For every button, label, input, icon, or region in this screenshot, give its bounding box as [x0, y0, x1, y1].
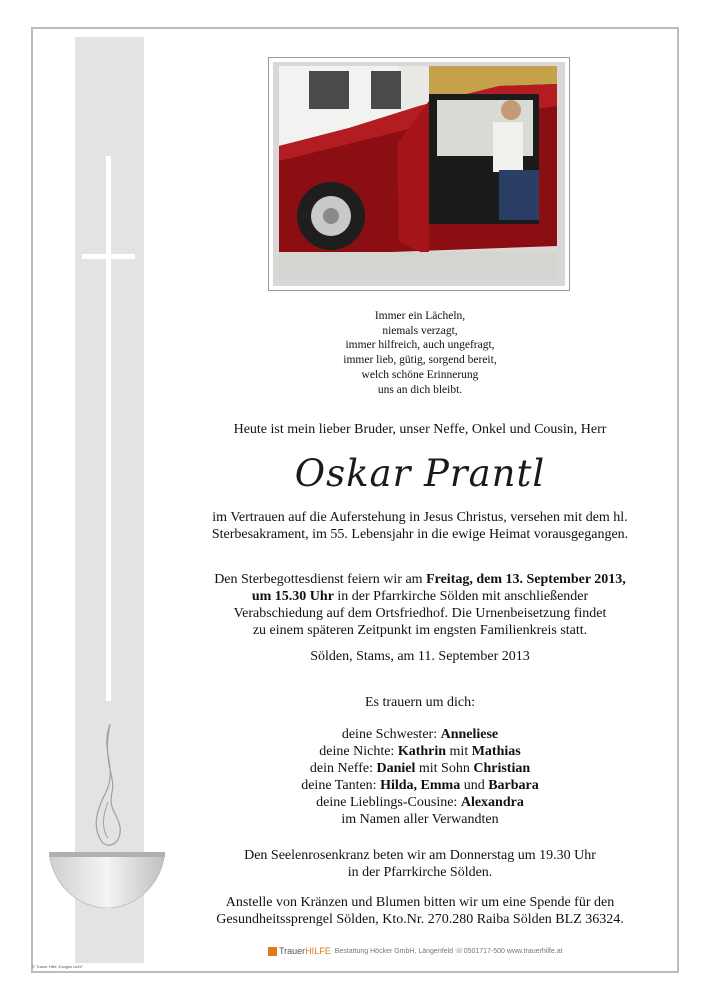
service-line: zu einem späteren Zeitpunkt im engsten Familienkreis statt.: [252, 623, 588, 638]
mourner-name: Christian: [473, 761, 531, 776]
mourner-row: [160, 743, 680, 760]
passing-line: im Vertrauen auf die Auferstehung in Jesus Christus, versehen mit dem hl.: [212, 510, 628, 525]
poem-line: immer lieb, gütig, sorgend bereit,: [343, 354, 497, 367]
copyright-note: © Trauer Hilfe „Ewiges Licht": [32, 964, 84, 969]
rosary-line: in der Pfarrkirche Sölden.: [347, 865, 493, 880]
portrait-photo-frame: [268, 57, 570, 291]
donation-line: Gesundheitssprengel Sölden, Kto.Nr. 270.280 Raiba Sölden BLZ 36324.: [216, 912, 624, 927]
poem-line: Immer ein Lächeln,: [374, 310, 466, 322]
footer: [268, 946, 588, 962]
mourner-name: Anneliese: [440, 727, 499, 742]
mourner-name: Kathrin: [397, 744, 447, 759]
mourner-name: Mathias: [471, 744, 521, 759]
logo-text-hilfe: HILFE: [305, 946, 331, 956]
donation-line: Anstelle von Kränzen und Blumen bitten wir um eine Spende für den: [225, 895, 615, 910]
poem-line: niemals verzagt,: [382, 324, 458, 337]
mourner-label: deine Tanten:: [301, 778, 381, 793]
mourner-name: Hilda, Emma: [380, 778, 461, 793]
portrait-photo: [279, 66, 557, 280]
flame-icon: [88, 722, 128, 850]
service-place: in der Pfarrkirche Sölden mit anschließender: [333, 589, 589, 604]
mourner-label: dein Neffe:: [309, 761, 377, 776]
mourner-name: Barbara: [488, 778, 539, 793]
donation-text: [160, 894, 680, 928]
mourner-conj: mit Sohn: [415, 761, 474, 776]
mourner-name: Daniel: [376, 761, 416, 776]
service-text: [160, 571, 680, 639]
mourner-conj: mit: [446, 744, 472, 759]
mourner-row: [160, 760, 680, 777]
mourner-conj: und: [460, 778, 489, 793]
intro-text: Heute ist mein lieber Bruder, unser Neffe, Onkel und Cousin, Herr: [233, 422, 607, 437]
place-date: Sölden, Stams, am 11. September 2013: [310, 649, 530, 664]
mourner-label: deine Schwester:: [341, 727, 441, 742]
poem-line: immer hilfreich, auch ungefragt,: [345, 339, 495, 352]
rosary-line: Den Seelenrosenkranz beten wir am Donnerstag um 19.30 Uhr: [244, 848, 596, 863]
cross-bar: [82, 254, 135, 259]
mourner-label: deine Lieblings-Cousine:: [316, 795, 461, 810]
passing-text: [160, 509, 680, 543]
mourner-name: Alexandra: [460, 795, 524, 810]
rosary-text: [160, 847, 680, 881]
poem-line: uns an dich bleibt.: [377, 383, 463, 396]
mourners-heading: Es trauern um dich:: [364, 695, 476, 710]
logo-text-trauer: Trauer: [279, 946, 306, 956]
cross-icon: [106, 156, 111, 701]
service-line: Verabschiedung auf dem Ortsfriedhof. Die Urnenbeisetzung findet: [233, 606, 607, 621]
mourner-row: [160, 794, 680, 811]
service-line: [160, 571, 680, 588]
service-intro: Den Sterbegottesdienst feiern wir am: [214, 572, 427, 587]
memorial-poem: [270, 309, 570, 397]
footer-logo: [279, 946, 331, 956]
trauerhilfe-logo-icon: [268, 947, 277, 956]
service-line: [160, 588, 680, 605]
mourners-list: [160, 726, 680, 828]
mourner-label: deine Nichte:: [319, 744, 398, 759]
footer-contact: Bestattung Höcker GmbH, Längenfeld ☏0501717-500 www.trauerhilfe.at: [334, 948, 563, 955]
candle-bowl-icon: [49, 852, 165, 908]
service-date: Freitag, dem 13. September 2013,: [426, 572, 626, 587]
mourner-row: im Namen aller Verwandten: [341, 812, 499, 827]
service-time: um 15.30 Uhr: [251, 589, 334, 604]
poem-line: welch schöne Erinnerung: [361, 368, 479, 381]
deceased-name: Oskar Prantl: [294, 452, 546, 495]
mourner-row: [160, 777, 680, 794]
mourner-row: [160, 726, 680, 743]
passing-line: Sterbesakrament, im 55. Lebensjahr in die ewige Heimat vorausgegangen.: [211, 527, 629, 542]
